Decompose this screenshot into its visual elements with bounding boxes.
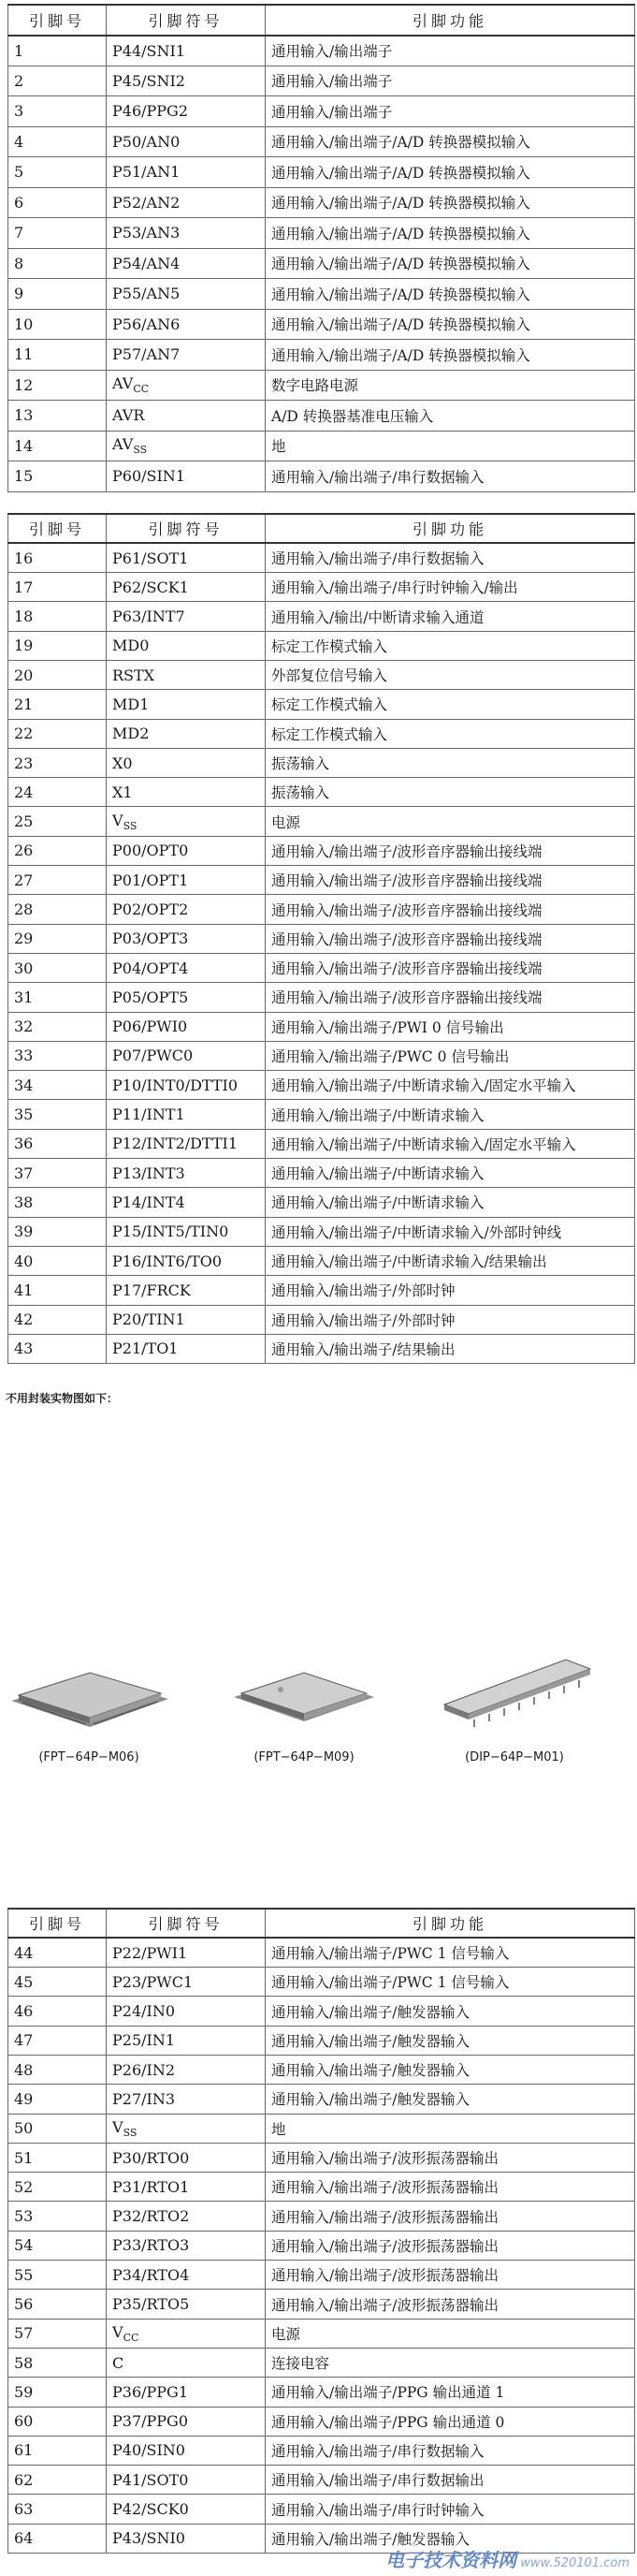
pin-number: 19 (8, 631, 107, 660)
watermark-brand: 电子技术资料网 (385, 2549, 517, 2571)
pin-symbol: P16/INT6/TO0 (107, 1246, 266, 1275)
pin-number: 10 (8, 309, 107, 340)
pin-symbol: P61/SOT1 (107, 543, 266, 572)
pin-number: 7 (8, 218, 107, 249)
pin-function: 通用输入/输出端子/中断请求输入/固定水平输入 (266, 1071, 635, 1100)
pin-function: 通用输入/输出端子/波形振荡器输出 (266, 2202, 635, 2231)
pin-function: 地 (266, 431, 635, 461)
pin-number: 46 (8, 1997, 107, 2026)
pin-number: 43 (8, 1334, 107, 1363)
pin-number: 35 (8, 1100, 107, 1129)
pin-symbol: P30/RTO0 (107, 2143, 266, 2172)
table-row (8, 1071, 635, 1100)
pin-symbol: P40/SIN0 (107, 2436, 266, 2465)
pin-function: 通用输入/输出端子/波形音序器输出接线端 (266, 836, 635, 865)
pin-function: 通用输入/输出端子/PPG 输出通道 1 (266, 2378, 635, 2407)
table-row (8, 602, 635, 631)
pin-symbol: P55/AN5 (107, 279, 266, 310)
table-row (8, 126, 635, 157)
pin-symbol: $V_{SS}$ (107, 2114, 266, 2143)
pin-number: 45 (8, 1968, 107, 1997)
pin-symbol: P21/TO1 (107, 1334, 266, 1363)
pin-function: 通用输入/输出端子/中断请求输入 (266, 1100, 635, 1129)
header-pin-number: 引脚号 (8, 5, 107, 36)
table-row (8, 187, 635, 218)
pin-number: 32 (8, 1012, 107, 1041)
pin-function: 通用输入/输出端子/外部时钟 (266, 1305, 635, 1334)
pin-number: 5 (8, 157, 107, 188)
table-row (8, 36, 635, 66)
pin-function: 通用输入/输出端子/串行数据输入 (266, 543, 635, 572)
pin-table-1 (7, 4, 635, 492)
pin-symbol: P56/AN6 (107, 309, 266, 340)
pin-symbol: P37/PPG0 (107, 2407, 266, 2436)
pin-number: 56 (8, 2290, 107, 2319)
pin-function: 通用输入/输出端子/A/D 转换器模拟输入 (266, 187, 635, 218)
dip-chip-image (426, 1624, 603, 1736)
table-row (8, 218, 635, 249)
pin-number: 40 (8, 1246, 107, 1275)
pin-function: 通用输入/输出端子/波形振荡器输出 (266, 2290, 635, 2319)
pin-function: 振荡输入 (266, 778, 635, 807)
pin-symbol: P41/SOT0 (107, 2466, 266, 2495)
pin-function: 通用输入/输出端子/中断请求输入 (266, 1159, 635, 1188)
pin-function: 振荡输入 (266, 748, 635, 777)
pin-symbol: P62/SCK1 (107, 573, 266, 602)
table-row (8, 157, 635, 188)
pin-number: 15 (8, 461, 107, 492)
pin-number: 51 (8, 2143, 107, 2172)
pin-symbol: P23/PWC1 (107, 1968, 266, 1997)
pin-function: 通用输入/输出端子/波形音序器输出接线端 (266, 866, 635, 895)
table-row (8, 96, 635, 127)
pin-function: 通用输入/输出端子/波形音序器输出接线端 (266, 983, 635, 1012)
pin-symbol: X1 (107, 778, 266, 807)
pin-symbol: RSTX (107, 660, 266, 689)
table-row (8, 748, 635, 777)
pin-number: 34 (8, 1071, 107, 1100)
package-caption: 不用封装实物图如下： (6, 1392, 119, 1405)
pin-function: 外部复位信号输入 (266, 660, 635, 689)
table-row (8, 953, 635, 982)
pin-number: 21 (8, 690, 107, 719)
table-row (8, 2348, 635, 2377)
pin-number: 27 (8, 866, 107, 895)
pin-symbol: $AV_{CC}$ (107, 370, 266, 401)
pin-function: 通用输入/输出端子/A/D 转换器模拟输入 (266, 126, 635, 157)
pin-function: 通用输入/输出端子/中断请求输入/外部时钟线 (266, 1217, 635, 1246)
pin-symbol: P60/SIN1 (107, 461, 266, 492)
pin-number: 8 (8, 248, 107, 279)
pin-number: 33 (8, 1041, 107, 1070)
table-row (8, 1159, 635, 1188)
pin-function: 通用输入/输出端子 (266, 66, 635, 96)
pin-number: 30 (8, 953, 107, 982)
pin-number: 37 (8, 1159, 107, 1188)
qfp-chip-image (0, 1624, 178, 1736)
pin-table-2 (7, 513, 635, 1364)
pin-function: 通用输入/输出端子 (266, 36, 635, 66)
pin-function: 通用输入/输出端子/串行时钟输入/输出 (266, 573, 635, 602)
table-header-row (8, 1909, 635, 1938)
pin-function: A/D 转换器基准电压输入 (266, 401, 635, 432)
pin-symbol: MD2 (107, 719, 266, 748)
header-pin-function: 引脚功能 (266, 514, 635, 543)
header-pin-symbol: 引脚符号 (107, 1909, 266, 1938)
table-row (8, 2231, 635, 2260)
pin-function: 通用输入/输出端子/波形振荡器输出 (266, 2143, 635, 2172)
pin-function: 通用输入/输出端子/中断请求输入/结果输出 (266, 1246, 635, 1275)
pin-number: 1 (8, 36, 107, 66)
pin-symbol: $V_{CC}$ (107, 2319, 266, 2348)
pin-number: 12 (8, 370, 107, 401)
package-label: (FPT−64P−M09) (253, 1750, 355, 1764)
pin-number: 22 (8, 719, 107, 748)
table-row (8, 66, 635, 96)
table-row (8, 401, 635, 432)
table-row (8, 1968, 635, 1997)
pin-function: 通用输入/输出端子/串行数据输入 (266, 2436, 635, 2465)
pin-number: 58 (8, 2348, 107, 2377)
pin-symbol: P43/SNI0 (107, 2524, 266, 2553)
pin-symbol: P05/OPT5 (107, 983, 266, 1012)
table-row (8, 573, 635, 602)
package-label: (FPT−64P−M06) (38, 1750, 139, 1764)
table-row (8, 836, 635, 865)
pin-symbol: P02/OPT2 (107, 895, 266, 924)
table-row (8, 2378, 635, 2407)
pin-number: 55 (8, 2261, 107, 2290)
table-header-row (8, 514, 635, 543)
pin-number: 4 (8, 126, 107, 157)
table-row (8, 895, 635, 924)
pin-function: 通用输入/输出端子/A/D 转换器模拟输入 (266, 279, 635, 310)
package-fpt-m06 (0, 1624, 178, 1764)
table-row (8, 370, 635, 401)
table-row (8, 2055, 635, 2084)
table-row (8, 1041, 635, 1070)
pin-function: 通用输入/输出端子/触发器输入 (266, 2055, 635, 2084)
pin-function: 通用输入/输出端子/PWC 1 信号输入 (266, 1938, 635, 1967)
pin-table-3 (7, 1908, 635, 2554)
pin-number: 48 (8, 2055, 107, 2084)
table-row (8, 2407, 635, 2436)
pin-symbol: P22/PWI1 (107, 1938, 266, 1967)
pin-function: 通用输入/输出端子/中断请求输入 (266, 1188, 635, 1217)
pin-number: 54 (8, 2231, 107, 2260)
pin-symbol: P45/SNI2 (107, 66, 266, 96)
header-pin-function: 引脚功能 (266, 1909, 635, 1938)
pin-symbol: P20/TIN1 (107, 1305, 266, 1334)
package-fpt-m09 (215, 1624, 393, 1764)
package-dip-m01 (426, 1624, 603, 1764)
pin-number: 50 (8, 2114, 107, 2143)
package-label: (DIP−64P−M01) (465, 1750, 564, 1764)
table-row (8, 248, 635, 279)
table-row (8, 2085, 635, 2114)
table-row (8, 2436, 635, 2465)
pin-number: 38 (8, 1188, 107, 1217)
table-row (8, 1334, 635, 1363)
table-row (8, 2202, 635, 2231)
pin-number: 61 (8, 2436, 107, 2465)
pin-symbol: MD1 (107, 690, 266, 719)
pin-function: 标定工作模式输入 (266, 631, 635, 660)
pin-function: 标定工作模式输入 (266, 690, 635, 719)
pin-function: 通用输入/输出端子/PWC 1 信号输入 (266, 1968, 635, 1997)
table-row (8, 1012, 635, 1041)
pin-number: 14 (8, 431, 107, 461)
watermark-url: www.520101.com (520, 2556, 630, 2570)
table-header-row (8, 5, 635, 36)
pin-number: 26 (8, 836, 107, 865)
pin-symbol: P12/INT2/DTTI1 (107, 1129, 266, 1158)
header-pin-symbol: 引脚符号 (107, 5, 266, 36)
pin-function: 电源 (266, 807, 635, 836)
table-row (8, 1188, 635, 1217)
table-row (8, 1217, 635, 1246)
pin-number: 36 (8, 1129, 107, 1158)
pin-number: 63 (8, 2495, 107, 2524)
table-row (8, 461, 635, 492)
pin-function: 通用输入/输出端子/波形音序器输出接线端 (266, 924, 635, 953)
table-row (8, 660, 635, 689)
qfp-chip-image (215, 1624, 393, 1736)
pin-function: 通用输入/输出端子/串行时钟输入 (266, 2495, 635, 2524)
pin-number: 11 (8, 340, 107, 371)
pin-symbol: P54/AN4 (107, 248, 266, 279)
pin-symbol: P17/FRCK (107, 1276, 266, 1305)
pin-function: 标定工作模式输入 (266, 719, 635, 748)
pin-symbol: P00/OPT0 (107, 836, 266, 865)
pin-symbol: P32/RTO2 (107, 2202, 266, 2231)
pin-function: 通用输入/输出端子/中断请求输入/固定水平输入 (266, 1129, 635, 1158)
pin-symbol: P27/IN3 (107, 2085, 266, 2114)
pin-symbol: P10/INT0/DTTI0 (107, 1071, 266, 1100)
pin-number: 53 (8, 2202, 107, 2231)
header-pin-number: 引脚号 (8, 1909, 107, 1938)
pin-symbol: $AV_{SS}$ (107, 431, 266, 461)
table-row (8, 1246, 635, 1275)
table-row (8, 807, 635, 836)
pin-number: 17 (8, 573, 107, 602)
pin-symbol: MD0 (107, 631, 266, 660)
pin-function: 通用输入/输出端子/A/D 转换器模拟输入 (266, 218, 635, 249)
table-row (8, 2290, 635, 2319)
pin-function: 通用输入/输出端子/A/D 转换器模拟输入 (266, 340, 635, 371)
pin-function: 通用输入/输出端子/外部时钟 (266, 1276, 635, 1305)
pin-number: 13 (8, 401, 107, 432)
pin-symbol: P31/RTO1 (107, 2173, 266, 2202)
table-row (8, 778, 635, 807)
pin-symbol: P11/INT1 (107, 1100, 266, 1129)
pin-number: 25 (8, 807, 107, 836)
pin-number: 57 (8, 2319, 107, 2348)
table-row (8, 1938, 635, 1967)
pin-number: 3 (8, 96, 107, 127)
pin-number: 9 (8, 279, 107, 310)
pin-number: 60 (8, 2407, 107, 2436)
pin-symbol: P57/AN7 (107, 340, 266, 371)
pin-symbol: P13/INT3 (107, 1159, 266, 1188)
pin-symbol: P34/RTO4 (107, 2261, 266, 2290)
pin-function: 通用输入/输出端子/PWI 0 信号输出 (266, 1012, 635, 1041)
table-row (8, 1129, 635, 1158)
table-row (8, 631, 635, 660)
pin-function: 通用输入/输出端子/触发器输入 (266, 1997, 635, 2026)
pin-function: 通用输入/输出端子/触发器输入 (266, 2026, 635, 2055)
pin-symbol: P07/PWC0 (107, 1041, 266, 1070)
pin-number: 18 (8, 602, 107, 631)
table-row (8, 431, 635, 461)
pin-symbol: P63/INT7 (107, 602, 266, 631)
pin-symbol: P26/IN2 (107, 2055, 266, 2084)
table-row (8, 1276, 635, 1305)
pin-number: 59 (8, 2378, 107, 2407)
pin-symbol: P51/AN1 (107, 157, 266, 188)
table-row (8, 2114, 635, 2143)
pin-function: 通用输入/输出端子/A/D 转换器模拟输入 (266, 248, 635, 279)
table-row (8, 2261, 635, 2290)
pin-function: 通用输入/输出端子 (266, 96, 635, 127)
table-row (8, 2495, 635, 2524)
pin-symbol: P14/INT4 (107, 1188, 266, 1217)
pin-function: 数字电路电源 (266, 370, 635, 401)
pin-function: 通用输入/输出端子/PWC 0 信号输出 (266, 1041, 635, 1070)
pin-function: 通用输入/输出端子/结果输出 (266, 1334, 635, 1363)
table-row (8, 983, 635, 1012)
table-row (8, 543, 635, 572)
table-row (8, 279, 635, 310)
pin-function: 通用输入/输出端子/触发器输入 (266, 2085, 635, 2114)
pin-number: 2 (8, 66, 107, 96)
pin-number: 28 (8, 895, 107, 924)
pin-number: 29 (8, 924, 107, 953)
pin-function: 通用输入/输出/中断请求输入通道 (266, 602, 635, 631)
pin-symbol: P44/SNI1 (107, 36, 266, 66)
pin-number: 47 (8, 2026, 107, 2055)
pin-function: 通用输入/输出端子/A/D 转换器模拟输入 (266, 309, 635, 340)
pin-number: 24 (8, 778, 107, 807)
table-row (8, 866, 635, 895)
table-row (8, 2173, 635, 2202)
table-row (8, 719, 635, 748)
pin-number: 39 (8, 1217, 107, 1246)
pin-function: 通用输入/输出端子/串行数据输入 (266, 461, 635, 492)
pin-number: 20 (8, 660, 107, 689)
pin-symbol: C (107, 2348, 266, 2377)
pin-number: 52 (8, 2173, 107, 2202)
pin-symbol: P33/RTO3 (107, 2231, 266, 2260)
pin-symbol: P53/AN3 (107, 218, 266, 249)
pin-number: 42 (8, 1305, 107, 1334)
pin-function: 地 (266, 2114, 635, 2143)
pin-number: 49 (8, 2085, 107, 2114)
pin-symbol: $V_{SS}$ (107, 807, 266, 836)
pin-symbol: P06/PWI0 (107, 1012, 266, 1041)
watermark (385, 2545, 630, 2572)
pin-symbol: P15/INT5/TIN0 (107, 1217, 266, 1246)
pin-number: 16 (8, 543, 107, 572)
pin-function: 通用输入/输出端子/波形音序器输出接线端 (266, 895, 635, 924)
pin-number: 31 (8, 983, 107, 1012)
pin-number: 62 (8, 2466, 107, 2495)
pin-function: 通用输入/输出端子/触发器输入 (266, 2524, 635, 2553)
table-row (8, 1305, 635, 1334)
table-row (8, 924, 635, 953)
pin-symbol: P50/AN0 (107, 126, 266, 157)
table-row (8, 2466, 635, 2495)
pin-function: 通用输入/输出端子/串行数据输出 (266, 2466, 635, 2495)
pin-symbol: P03/OPT3 (107, 924, 266, 953)
pin-symbol: P46/PPG2 (107, 96, 266, 127)
table-row (8, 2143, 635, 2172)
pin-function: 通用输入/输出端子/波形振荡器输出 (266, 2173, 635, 2202)
pin-symbol: P24/IN0 (107, 1997, 266, 2026)
table-row (8, 2319, 635, 2348)
pin-function: 电源 (266, 2319, 635, 2348)
table-row (8, 1997, 635, 2026)
pin-symbol: P25/IN1 (107, 2026, 266, 2055)
pin-number: 23 (8, 748, 107, 777)
header-pin-function: 引脚功能 (266, 5, 635, 36)
pin-symbol: P52/AN2 (107, 187, 266, 218)
pin-symbol: AVR (107, 401, 266, 432)
pin-symbol: P42/SCK0 (107, 2495, 266, 2524)
header-pin-number: 引脚号 (8, 514, 107, 543)
pin-number: 6 (8, 187, 107, 218)
pin-number: 44 (8, 1938, 107, 1967)
table-row (8, 690, 635, 719)
pin-function: 通用输入/输出端子/PPG 输出通道 0 (266, 2407, 635, 2436)
table-row (8, 2026, 635, 2055)
table-row (8, 340, 635, 371)
pin-function: 通用输入/输出端子/A/D 转换器模拟输入 (266, 157, 635, 188)
pin-symbol: P04/OPT4 (107, 953, 266, 982)
pin-function: 通用输入/输出端子/波形振荡器输出 (266, 2231, 635, 2260)
pin-function: 通用输入/输出端子/波形音序器输出接线端 (266, 953, 635, 982)
pin-symbol: X0 (107, 748, 266, 777)
pin-number: 41 (8, 1276, 107, 1305)
pin-number: 64 (8, 2524, 107, 2553)
pin-function: 连接电容 (266, 2348, 635, 2377)
pin-function: 通用输入/输出端子/波形振荡器输出 (266, 2261, 635, 2290)
pin-symbol: P36/PPG1 (107, 2378, 266, 2407)
table-row (8, 1100, 635, 1129)
header-pin-symbol: 引脚符号 (107, 514, 266, 543)
table-row (8, 309, 635, 340)
pin-symbol: P35/RTO5 (107, 2290, 266, 2319)
pin-symbol: P01/OPT1 (107, 866, 266, 895)
